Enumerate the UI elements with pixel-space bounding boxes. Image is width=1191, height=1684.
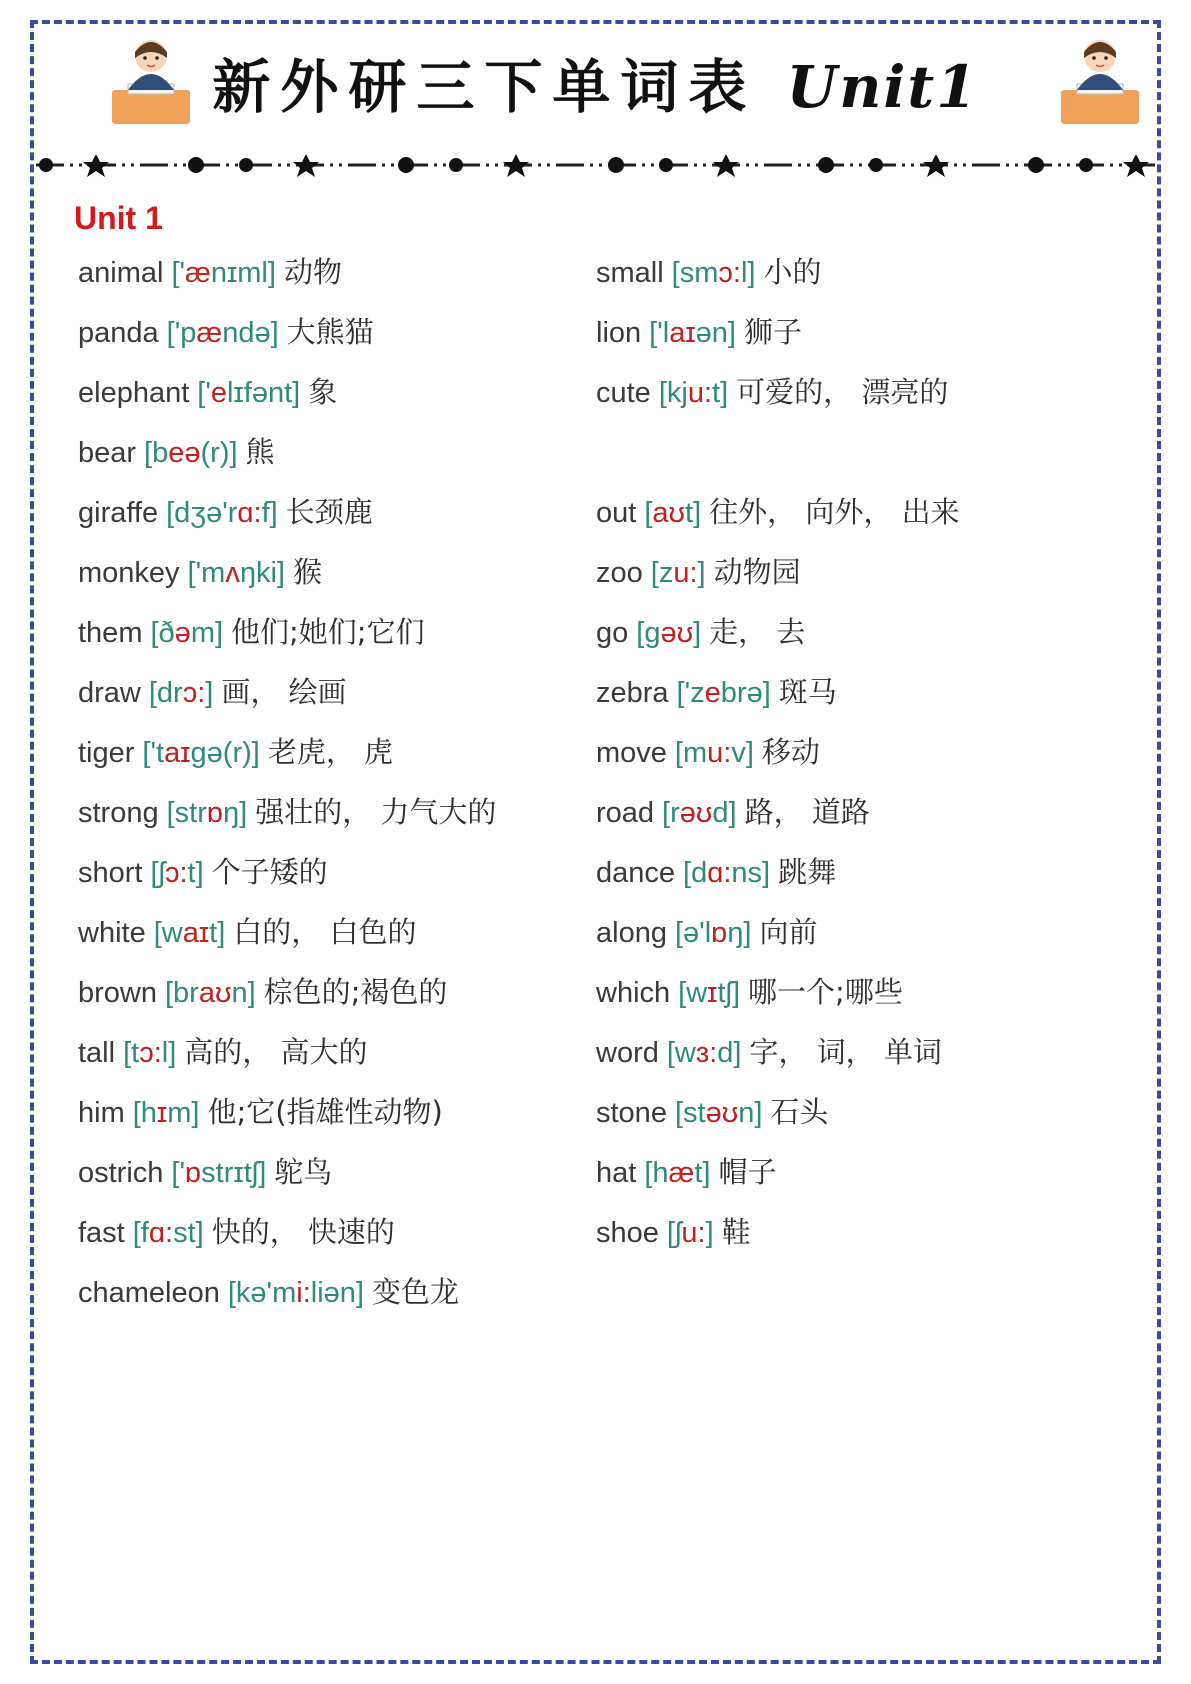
- phonetic-part: [ʃ: [666, 1217, 682, 1249]
- vocab-word: monkey: [78, 557, 180, 589]
- phonetic-part: [h: [132, 1097, 157, 1129]
- phonetic-stress-vowel: əʊ: [705, 1097, 739, 1129]
- vocab-entry: [78, 252, 496, 312]
- phonetic-stress-vowel: æ: [668, 1157, 695, 1189]
- vocab-word: which: [596, 977, 671, 1009]
- vocab-phonetic: [662, 797, 737, 829]
- phonetic-part: [': [171, 257, 186, 289]
- phonetic-stress-vowel: e: [210, 377, 228, 409]
- vocab-phonetic: [667, 1217, 714, 1249]
- phonetic-part: nɪml]: [210, 257, 276, 289]
- phonetic-stress-vowel: əʊ: [679, 797, 713, 829]
- phonetic-stress-vowel: ɪ: [156, 1097, 168, 1129]
- phonetic-part: l]: [161, 1037, 177, 1069]
- phonetic-stress-vowel: ɑ:: [707, 857, 732, 889]
- phonetic-stress-vowel: aʊ: [652, 497, 686, 529]
- phonetic-part: ['t: [142, 737, 165, 769]
- vocab-word: cute: [596, 377, 651, 409]
- phonetic-stress-vowel: i:: [296, 1277, 311, 1309]
- phonetic-part: ŋ]: [727, 917, 752, 949]
- vocab-entry: [78, 852, 496, 912]
- vocab-entry: [78, 492, 496, 552]
- vocab-meaning: 猴: [292, 555, 322, 589]
- phonetic-part: t]: [694, 1157, 711, 1189]
- title-unit: Unit1: [786, 53, 979, 121]
- vocab-word: short: [78, 857, 143, 889]
- vocab-entry: [78, 312, 496, 372]
- vocab-word: zebra: [596, 677, 669, 709]
- page-title: [0, 40, 1191, 124]
- vocab-entry: [78, 972, 496, 1032]
- phonetic-stress-vowel: u:: [707, 737, 732, 769]
- phonetic-part: [kə'm: [227, 1277, 297, 1309]
- vocab-phonetic: [171, 1157, 266, 1189]
- phonetic-part: ]: [705, 1217, 714, 1249]
- vocab-phonetic: [123, 1037, 176, 1069]
- phonetic-part: d]: [717, 1037, 742, 1069]
- vocab-phonetic: [142, 737, 259, 769]
- vocab-phonetic: [149, 677, 213, 709]
- vocab-meaning: 石头: [770, 1095, 829, 1129]
- vocab-entry: [78, 1212, 496, 1272]
- vocab-phonetic: [188, 557, 285, 589]
- phonetic-stress-vowel: aɪ: [164, 737, 191, 769]
- vocab-phonetic: [675, 917, 752, 949]
- vocab-entry: [78, 432, 496, 492]
- phonetic-part: t]: [187, 857, 204, 889]
- phonetic-part: n]: [231, 977, 256, 1009]
- vocab-meaning: 白的， 白色的: [233, 915, 417, 949]
- phonetic-part: st]: [173, 1217, 204, 1249]
- vocab-meaning: 移动: [761, 735, 820, 769]
- phonetic-part: [r: [662, 797, 680, 829]
- phonetic-part: [st: [674, 1097, 706, 1129]
- phonetic-stress-vowel: ɔ:: [164, 857, 188, 889]
- phonetic-part: [d: [683, 857, 708, 889]
- vocab-entry: [596, 372, 960, 432]
- phonetic-part: [w: [678, 977, 708, 1009]
- phonetic-part: [b: [144, 437, 169, 469]
- vocab-phonetic: [675, 737, 754, 769]
- phonetic-stress-vowel: ɜ:: [695, 1037, 718, 1069]
- phonetic-part: ns]: [731, 857, 771, 889]
- vocab-meaning: 他们;她们;它们: [231, 615, 425, 649]
- phonetic-part: ['l: [649, 317, 670, 349]
- vocab-meaning: 斑马: [778, 675, 837, 709]
- vocab-word: shoe: [596, 1217, 659, 1249]
- vocab-word: panda: [78, 317, 159, 349]
- phonetic-stress-vowel: ɔ:: [718, 257, 741, 289]
- vocab-phonetic: [678, 977, 740, 1009]
- vocab-meaning: 棕色的;褐色的: [263, 975, 448, 1009]
- phonetic-part: f]: [261, 497, 278, 529]
- vocab-entry: [596, 1152, 960, 1212]
- vocab-phonetic: [672, 257, 756, 289]
- vocab-entry: [596, 912, 960, 972]
- phonetic-part: brə]: [720, 677, 771, 709]
- phonetic-part: strɪtʃ]: [201, 1157, 267, 1189]
- vocab-meaning: 鸵鸟: [274, 1155, 333, 1189]
- phonetic-part: [z: [650, 557, 674, 589]
- vocab-word: draw: [78, 677, 141, 709]
- vocab-word: bear: [78, 437, 137, 469]
- vocab-meaning: 动物园: [713, 555, 801, 589]
- vocab-phonetic: [150, 617, 223, 649]
- vocab-phonetic: [166, 497, 278, 529]
- vocab-phonetic: [133, 1217, 204, 1249]
- vocab-meaning: 动物: [283, 255, 342, 289]
- vocab-word: along: [596, 917, 667, 949]
- phonetic-part: ['m: [187, 557, 226, 589]
- vocab-phonetic: [133, 1097, 200, 1129]
- vocab-meaning: 小的: [763, 255, 822, 289]
- phonetic-stress-vowel: u:: [681, 1217, 706, 1249]
- vocab-list-left: [78, 252, 496, 1332]
- vocab-word: giraffe: [78, 497, 159, 529]
- vocab-word: small: [596, 257, 664, 289]
- vocab-phonetic: [667, 1037, 742, 1069]
- phonetic-part: m]: [190, 617, 224, 649]
- vocab-meaning: 往外， 向外， 出来: [709, 495, 960, 529]
- phonetic-part: t]: [209, 917, 226, 949]
- vocab-word: brown: [78, 977, 157, 1009]
- vocab-entry: [596, 972, 960, 1032]
- title-chinese: 新外研三下单词表: [212, 53, 757, 121]
- phonetic-part: [ə'l: [674, 917, 712, 949]
- vocab-entry: [596, 792, 960, 852]
- vocab-phonetic: [649, 317, 736, 349]
- phonetic-stress-vowel: aɪ: [669, 317, 696, 349]
- vocab-meaning: 向前: [759, 915, 818, 949]
- phonetic-part: liən]: [310, 1277, 364, 1309]
- phonetic-part: tʃ]: [717, 977, 741, 1009]
- vocab-phonetic: [197, 377, 300, 409]
- vocab-entry: [596, 612, 960, 672]
- vocab-phonetic: [659, 377, 728, 409]
- phonetic-part: [m: [674, 737, 708, 769]
- phonetic-part: [f: [132, 1217, 149, 1249]
- vocab-meaning: 哪一个;哪些: [748, 975, 903, 1009]
- phonetic-part: [kj: [658, 377, 688, 409]
- vocab-word: white: [78, 917, 146, 949]
- phonetic-part: [dr: [148, 677, 183, 709]
- vocab-meaning: 强壮的， 力气大的: [255, 795, 497, 829]
- phonetic-stress-vowel: u:: [673, 557, 698, 589]
- vocab-entry: [596, 1092, 960, 1152]
- vocab-meaning: 可爱的， 漂亮的: [736, 375, 949, 409]
- vocab-list-right: [596, 252, 960, 1272]
- phonetic-part: [dʒə'r: [166, 497, 238, 529]
- vocab-meaning: 熊: [245, 435, 275, 469]
- vocab-meaning: 路， 道路: [744, 795, 870, 829]
- vocab-meaning: 长颈鹿: [285, 495, 373, 529]
- phonetic-stress-vowel: ɒ: [711, 917, 728, 949]
- vocab-word: zoo: [596, 557, 643, 589]
- phonetic-part: ]: [205, 677, 214, 709]
- phonetic-part: m]: [167, 1097, 200, 1129]
- vocab-entry: [78, 732, 496, 792]
- phonetic-stress-vowel: aʊ: [198, 977, 232, 1009]
- phonetic-part: [: [644, 497, 653, 529]
- vocab-entry: [78, 672, 496, 732]
- vocab-phonetic: [675, 1097, 762, 1129]
- vocab-entry: [78, 612, 496, 672]
- decorative-divider: [36, 148, 1155, 182]
- phonetic-stress-vowel: eə: [168, 437, 201, 469]
- phonetic-part: [w: [153, 917, 183, 949]
- phonetic-part: [': [197, 377, 211, 409]
- vocab-word: tiger: [78, 737, 135, 769]
- phonetic-part: ŋki]: [239, 557, 285, 589]
- vocab-word: them: [78, 617, 143, 649]
- vocab-phonetic: [644, 497, 701, 529]
- vocab-word: road: [596, 797, 655, 829]
- phonetic-part: [str: [166, 797, 207, 829]
- phonetic-part: [sm: [671, 257, 719, 289]
- vocab-entry: [78, 1092, 496, 1152]
- vocab-meaning: 大熊猫: [286, 315, 374, 349]
- vocab-meaning: 字， 词， 单词: [749, 1035, 942, 1069]
- vocab-word: elephant: [78, 377, 190, 409]
- vocab-meaning: 跳舞: [778, 855, 837, 889]
- vocab-entry: [78, 792, 496, 852]
- vocab-word: stone: [596, 1097, 667, 1129]
- vocab-word: animal: [78, 257, 164, 289]
- phonetic-stress-vowel: ʌ: [225, 557, 240, 589]
- vocab-phonetic: [144, 437, 237, 469]
- vocab-entry: [596, 552, 960, 612]
- phonetic-stress-vowel: ɑ:: [237, 497, 262, 529]
- section-title: Unit 1: [74, 200, 163, 236]
- phonetic-part: ŋ]: [223, 797, 248, 829]
- vocab-word: dance: [596, 857, 676, 889]
- vocab-phonetic: [171, 257, 276, 289]
- phonetic-part: [g: [636, 617, 661, 649]
- vocab-meaning: 象: [308, 375, 338, 409]
- phonetic-stress-vowel: ɑ:: [148, 1217, 174, 1249]
- vocab-entry: [596, 672, 960, 732]
- phonetic-part: n]: [738, 1097, 763, 1129]
- phonetic-stress-vowel: e: [704, 677, 721, 709]
- vocab-entry: [596, 312, 960, 372]
- phonetic-part: t]: [712, 377, 729, 409]
- phonetic-part: ndə]: [222, 317, 279, 349]
- phonetic-part: ]: [697, 557, 706, 589]
- vocab-meaning: 帽子: [718, 1155, 777, 1189]
- vocab-meaning: 走， 去: [709, 615, 806, 649]
- vocab-entry: [596, 492, 960, 552]
- vocab-word: chameleon: [78, 1277, 220, 1309]
- phonetic-part: t]: [685, 497, 702, 529]
- vocab-word: tall: [78, 1037, 116, 1069]
- vocab-word: hat: [596, 1157, 637, 1189]
- vocab-meaning: 鞋: [721, 1215, 751, 1249]
- vocab-entry: [596, 732, 960, 792]
- phonetic-part: [t: [123, 1037, 140, 1069]
- vocab-phonetic: [636, 617, 701, 649]
- vocab-phonetic: [167, 317, 279, 349]
- phonetic-part: [ð: [150, 617, 175, 649]
- vocab-word: go: [596, 617, 629, 649]
- vocab-meaning: 他;它(指雄性动物): [207, 1095, 443, 1129]
- vocab-entry: [596, 1212, 960, 1272]
- phonetic-stress-vowel: ɔ:: [182, 677, 206, 709]
- phonetic-part: ]: [693, 617, 702, 649]
- phonetic-part: [br: [165, 977, 199, 1009]
- phonetic-part: ən]: [695, 317, 736, 349]
- vocab-meaning: 变色龙: [371, 1275, 459, 1309]
- vocab-entry: [596, 1032, 960, 1092]
- phonetic-stress-vowel: əʊ: [660, 617, 694, 649]
- phonetic-stress-vowel: ɔ:: [139, 1037, 162, 1069]
- phonetic-part: v]: [731, 737, 754, 769]
- phonetic-part: lɪfənt]: [227, 377, 301, 409]
- vocab-phonetic: [677, 677, 771, 709]
- vocab-word: him: [78, 1097, 125, 1129]
- vocab-phonetic: [167, 797, 248, 829]
- phonetic-stress-vowel: æ: [185, 257, 211, 289]
- vocab-entry: [596, 252, 960, 312]
- vocab-word: out: [596, 497, 637, 529]
- vocab-meaning: 狮子: [743, 315, 802, 349]
- vocab-meaning: 老虎， 虎: [267, 735, 394, 769]
- vocab-meaning: 个子矮的: [211, 855, 328, 889]
- vocab-word: strong: [78, 797, 159, 829]
- phonetic-part: [': [171, 1157, 186, 1189]
- vocab-phonetic: [165, 977, 256, 1009]
- phonetic-stress-vowel: aɪ: [182, 917, 210, 949]
- phonetic-stress-vowel: ə: [174, 617, 191, 649]
- phonetic-part: ['z: [676, 677, 705, 709]
- vocab-entry: [78, 1032, 496, 1092]
- vocab-entry: [78, 552, 496, 612]
- vocab-phonetic: [228, 1277, 364, 1309]
- phonetic-part: l]: [740, 257, 756, 289]
- vocab-entry: [78, 372, 496, 432]
- phonetic-part: ['p: [166, 317, 197, 349]
- vocab-word: word: [596, 1037, 659, 1069]
- vocab-meaning: 高的， 高大的: [184, 1035, 368, 1069]
- phonetic-part: [h: [644, 1157, 669, 1189]
- vocab-entry: [596, 852, 960, 912]
- vocab-meaning: 快的， 快速的: [211, 1215, 395, 1249]
- phonetic-stress-vowel: ɪ: [707, 977, 718, 1009]
- vocab-phonetic: [154, 917, 226, 949]
- phonetic-part: (r)]: [200, 437, 238, 469]
- phonetic-part: gə(r)]: [190, 737, 260, 769]
- vocab-word: ostrich: [78, 1157, 164, 1189]
- vocab-phonetic: [644, 1157, 710, 1189]
- vocab-phonetic: [150, 857, 203, 889]
- vocab-word: fast: [78, 1217, 125, 1249]
- vocab-entry: [78, 912, 496, 972]
- vocab-word: lion: [596, 317, 642, 349]
- phonetic-part: [ʃ: [150, 857, 165, 889]
- phonetic-stress-vowel: æ: [196, 317, 223, 349]
- vocab-word: move: [596, 737, 667, 769]
- phonetic-part: d]: [712, 797, 737, 829]
- vocab-entry: [78, 1272, 496, 1332]
- phonetic-part: [w: [666, 1037, 696, 1069]
- phonetic-stress-vowel: ɒ: [185, 1157, 202, 1189]
- vocab-phonetic: [683, 857, 770, 889]
- phonetic-stress-vowel: u:: [687, 377, 713, 409]
- phonetic-stress-vowel: ɒ: [206, 797, 224, 829]
- vocab-phonetic: [651, 557, 706, 589]
- vocab-meaning: 画， 绘画: [221, 675, 347, 709]
- vocab-entry: [78, 1152, 496, 1212]
